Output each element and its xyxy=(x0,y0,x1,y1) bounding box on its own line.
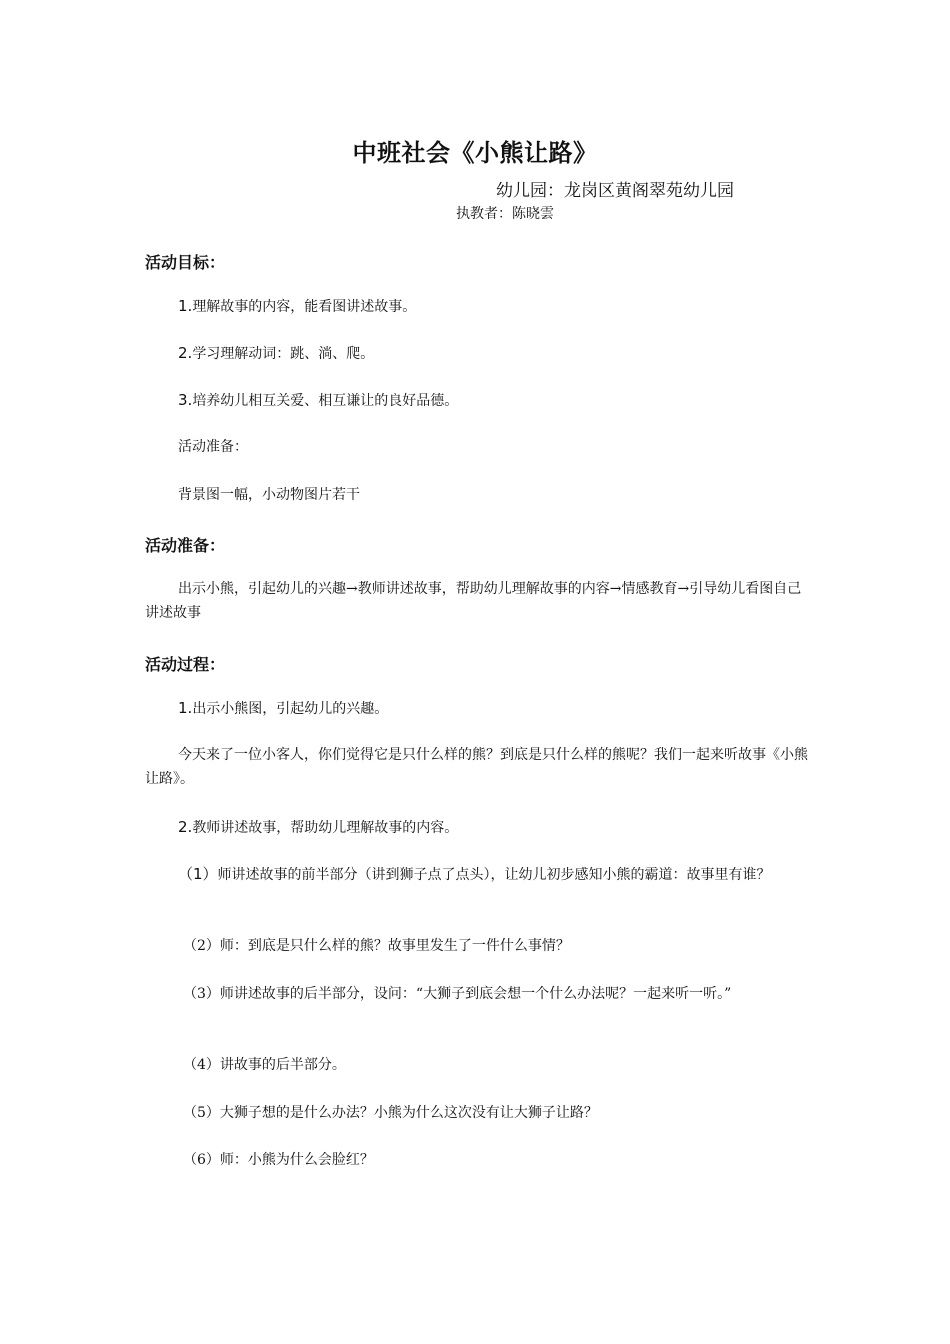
goal-item-text: 理解故事的内容，能看图讲述故事。 xyxy=(192,299,417,315)
substep-text: 师讲述故事的前半部分（讲到狮子点了点头），让幼儿初步感知小熊的霸道：故事里有谁？ xyxy=(217,867,771,883)
process-substep-6 xyxy=(145,1148,810,1172)
substep-number: （4） xyxy=(183,1057,220,1073)
step-number: 2. xyxy=(178,818,193,836)
substep-number: （3） xyxy=(183,986,220,1002)
goal-item-number: 1. xyxy=(178,297,193,315)
document-title: 中班社会《小熊让路》 xyxy=(352,139,598,167)
goal-item-number: 2. xyxy=(178,344,193,362)
process-step-2 xyxy=(145,815,810,840)
substep-text: 大狮子想的是什么办法？小熊为什么这次没有让大狮子让路？ xyxy=(219,1105,598,1121)
step-text: 出示小熊图，引起幼儿的兴趣。 xyxy=(192,701,389,717)
goal-item-number: 3. xyxy=(178,391,193,409)
prep-label: 活动准备： xyxy=(178,439,248,455)
goal-item-1 xyxy=(145,294,810,319)
prep-materials: 背景图一幅，小动物图片若干 xyxy=(178,487,360,503)
preparation-heading: 活动准备： xyxy=(145,536,226,555)
kindergarten-line: 幼儿园：龙岗区黄阁翠苑幼儿园 xyxy=(496,181,734,201)
teacher-line: 执教者：陈晓雲 xyxy=(456,206,554,222)
substep-text: 师讲述故事的后半部分，设问：“大狮子到底会想一个什么办法呢？一起来听一听。” xyxy=(219,986,732,1002)
process-substep-1 xyxy=(145,862,810,887)
process-step-1 xyxy=(145,696,810,721)
substep-text: 师：小熊为什么会脸红？ xyxy=(219,1152,374,1168)
process-substep-3 xyxy=(145,982,810,1006)
substep-number: （1） xyxy=(178,865,218,883)
substep-number: （5） xyxy=(183,1105,220,1121)
goal-item-3 xyxy=(145,388,810,413)
goals-heading: 活动目标： xyxy=(145,253,226,272)
step-number: 1. xyxy=(178,699,193,717)
process-heading: 活动过程： xyxy=(145,655,226,674)
step-text: 教师讲述故事，帮助幼儿理解故事的内容。 xyxy=(192,820,459,836)
process-substep-5 xyxy=(145,1101,810,1125)
substep-text: 师：到底是只什么样的熊？故事里发生了一件什么事情？ xyxy=(219,938,570,954)
substep-number: （6） xyxy=(183,1152,220,1168)
process-substep-4 xyxy=(145,1053,810,1077)
substep-number: （2） xyxy=(183,938,220,954)
process-substep-2 xyxy=(145,934,810,958)
substep-text: 讲故事的后半部分。 xyxy=(219,1057,346,1073)
process-step-1-detail: 今天来了一位小客人，你们觉得它是只什么样的熊？到底是只什么样的熊呢？我们一起来听故事《小熊让路》。 xyxy=(145,747,808,787)
goal-item-text: 培养幼儿相互关爱、相互谦让的良好品德。 xyxy=(192,393,459,409)
goal-item-text: 学习理解动词：跳、淌、爬。 xyxy=(192,346,375,362)
goal-item-2 xyxy=(145,341,810,366)
preparation-text: 出示小熊，引起幼儿的兴趣→教师讲述故事，帮助幼儿理解故事的内容→情感教育→引导幼儿看图自己讲述故事 xyxy=(145,581,802,621)
